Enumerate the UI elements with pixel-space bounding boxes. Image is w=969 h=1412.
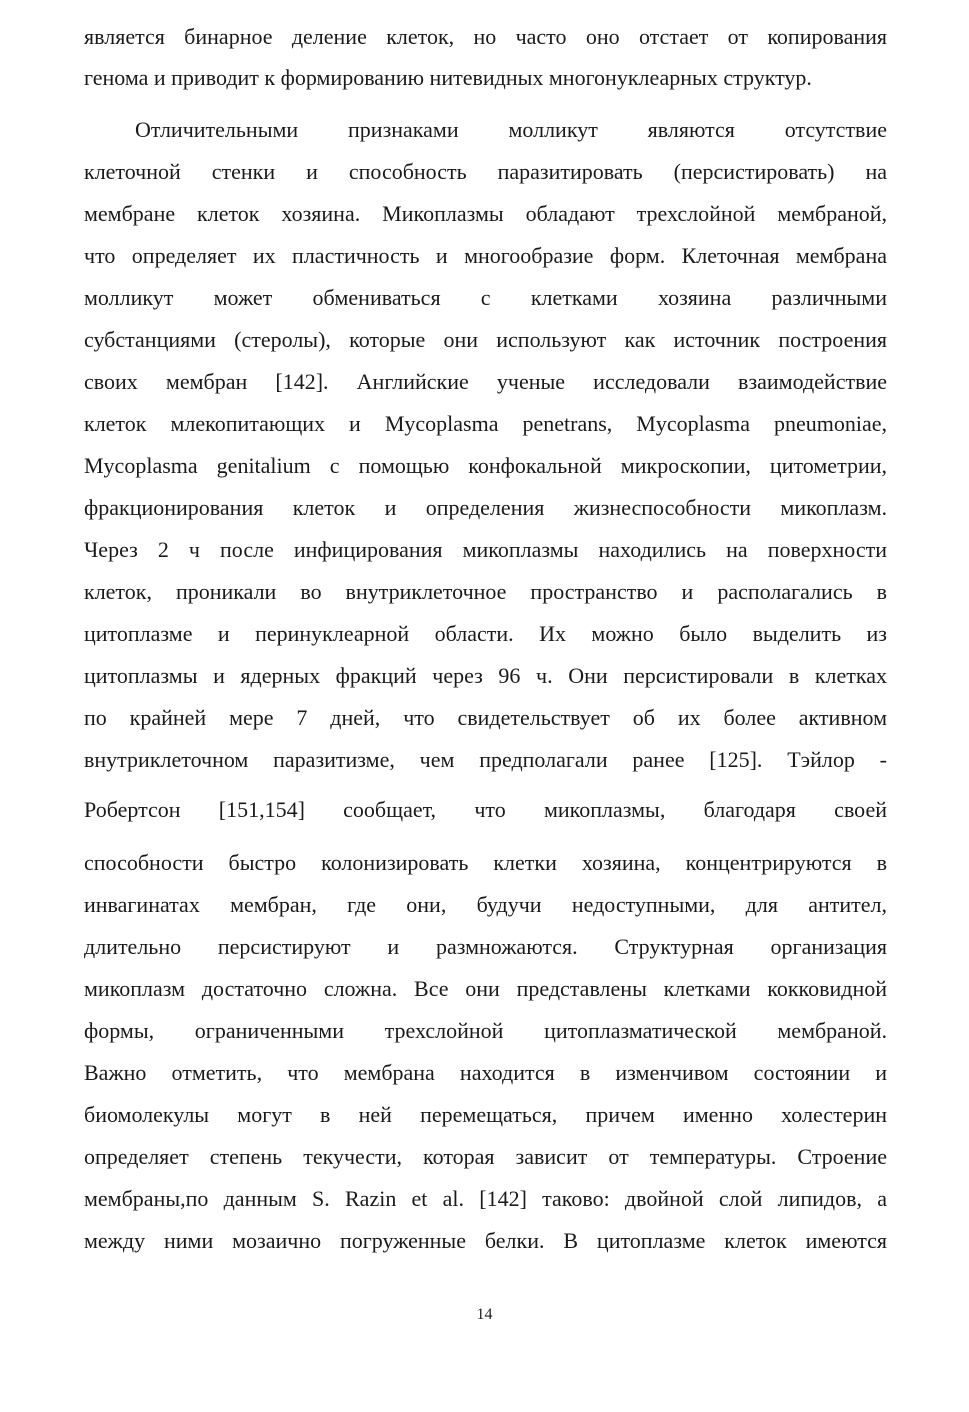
text-line: мембране клеток хозяина. Микоплазмы обладают трехслойной мембраной, [84,201,887,226]
text-line: Mycoplasma genitalium с помощью конфокальной микроскопии, цитометрии, [84,453,887,478]
text-line: инвагинатах мембран, где они, будучи недоступными, для антител, [84,892,887,917]
text-line: клеток млекопитающих и Mycoplasma penetrans, Mycoplasma pneumoniae, [84,411,887,436]
text-line: генома и приводит к формированию нитевидных многонуклеарных структур. [84,65,812,90]
text-line: микоплазм достаточно сложна. Все они представлены клетками кокковидной [84,976,887,1001]
text-line: между ними мозаично погруженные белки. В цитоплазме клеток имеются [84,1228,887,1253]
text-line: клеток, проникали во внутриклеточное пространство и располагались в [84,579,887,604]
text-line: Важно отметить, что мембрана находится в изменчивом состоянии и [84,1060,887,1085]
text-line: внутриклеточном паразитизме, чем предполагали ранее [125]. Тэйлор - [84,747,887,772]
text-line: фракционирования клеток и определения жизнеспособности микоплазм. [84,495,887,520]
text-line: Через 2 ч после инфицирования микоплазмы находились на поверхности [84,537,887,562]
text-line: длительно персистируют и размножаются. Структурная организация [84,934,887,959]
text-line: своих мембран [142]. Английские ученые исследовали взаимодействие [84,369,887,394]
text-line: является бинарное деление клеток, но часто оно отстает от копирования [84,24,887,49]
text-line: формы, ограниченными трехслойной цитоплазматической мембраной. [84,1018,887,1043]
text-line: субстанциями (стеролы), которые они используют как источник построения [84,327,887,352]
text-line: клеточной стенки и способность паразитировать (персистировать) на [84,159,887,184]
text-line: цитоплазме и перинуклеарной области. Их можно было выделить из [84,621,887,646]
text-line: молликут может обмениваться с клетками хозяина различными [84,285,887,310]
text-line: биомолекулы могут в ней перемещаться, причем именно холестерин [84,1102,887,1127]
text-line: мембраны,по данным S. Razin et al. [142] таково: двойной слой липидов, а [84,1186,887,1211]
text-line: по крайней мере 7 дней, что свидетельствует об их более активном [84,705,887,730]
page-number: 14 [476,1306,493,1323]
text-line: Робертсон [151,154] сообщает, что микоплазмы, благодаря своей [84,797,887,822]
text-line: Отличительными признаками молликут являются отсутствие [135,117,887,142]
text-line: способности быстро колонизировать клетки хозяина, концентрируются в [84,850,887,875]
text-line: что определяет их пластичность и многообразие форм. Клеточная мембрана [84,243,887,268]
text-line: определяет степень текучести, которая зависит от температуры. Строение [84,1144,887,1169]
text-line: цитоплазмы и ядерных фракций через 96 ч. Они персистировали в клетках [84,663,887,688]
